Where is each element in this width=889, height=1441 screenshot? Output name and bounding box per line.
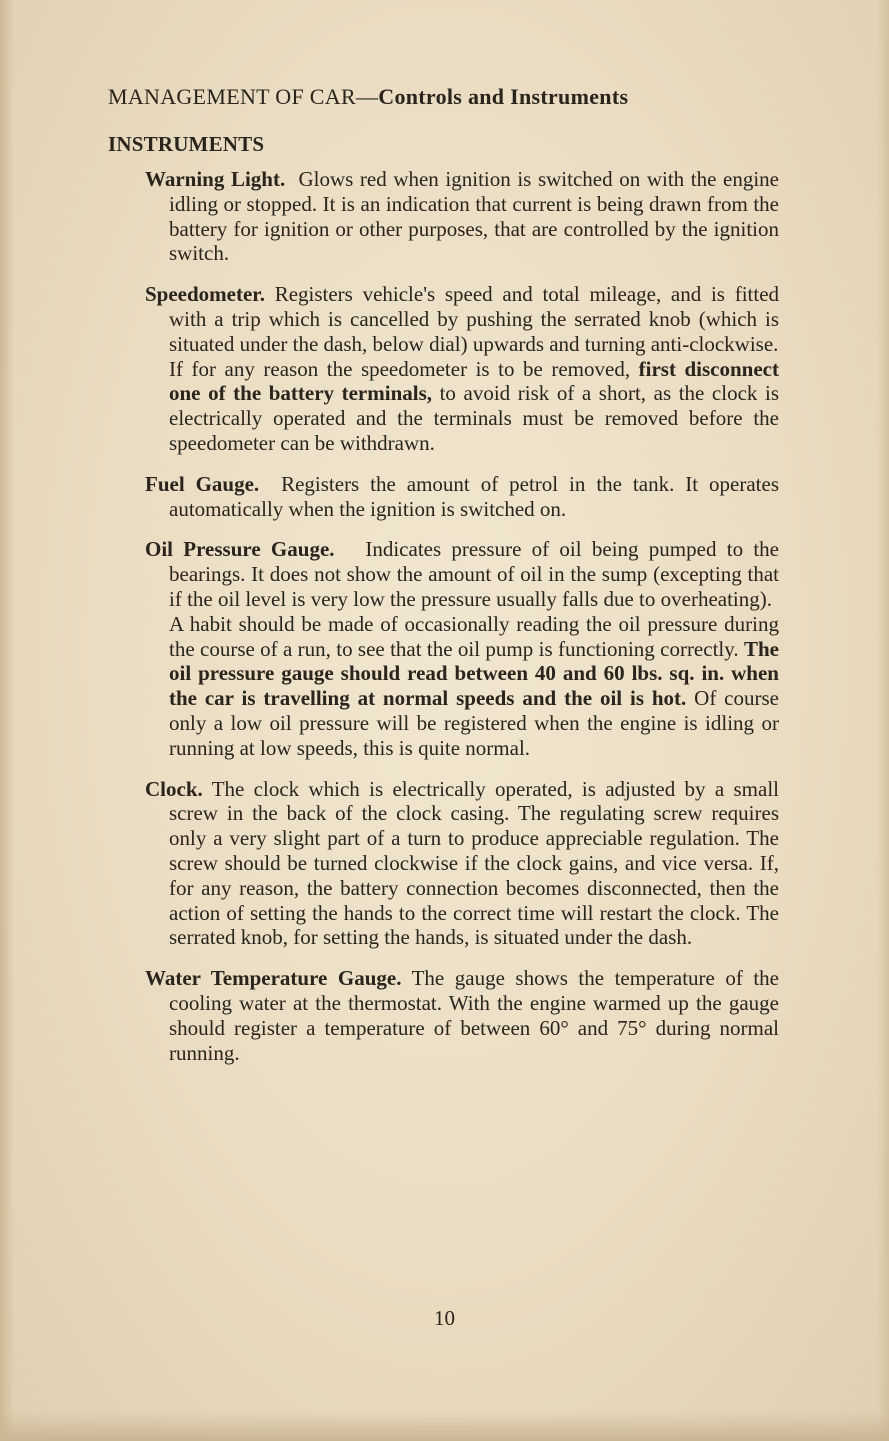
entry-paragraph (145, 966, 779, 1065)
entry-warning-text: The oil pressure gauge should read between 40 and 60 lbs. sq. in. when the car is travelling at normal speeds and the oil is hot. (169, 636, 779, 711)
entry-paragraph (145, 777, 779, 951)
entry-text: Registers vehicle's speed and total mileage, and is fitted with a trip which is cancelled by pushing the serrated knob (which is situated under the dash, below dial) upwards and turning anti-clockwise. (169, 282, 780, 356)
entry-text: The clock which is electrically operated, is adjusted by a small screw in the back of the clock casing. The regulating screw requires only a very slight part of a turn to produce appreciable regulation. The screw should be turned clockwise if the clock gains, and vice versa. If, for any reason, the battery connection becomes disconnected, then the action of setting the hands to the correct time will restart the clock. The serrated knob, for setting the hands, is situated under the dash. (169, 776, 779, 950)
entry-term: Water Temperature Gauge. (145, 966, 402, 991)
page-shadow-right (877, 0, 889, 1441)
entry-continuation (145, 357, 779, 456)
page-shadow-left (0, 0, 14, 1441)
running-header (108, 84, 788, 110)
entry-oil-pressure-gauge (145, 537, 779, 760)
entry-text: Glows red when ignition is switched on with the engine idling or stopped. It is an indication that current is being drawn from the battery for ignition or other purposes, that are controlled by the ignition switch. (169, 167, 779, 266)
entry-cont-text: If for any reason the speedometer is to be removed, (169, 356, 639, 381)
entry-water-temperature-gauge (145, 966, 779, 1065)
entry-cont-text: Of course only a low oil pressure will be registered when the engine is idling or running at low speeds, this is quite normal. (169, 686, 779, 760)
entry-term: Speedometer. (145, 282, 265, 307)
entry-clock (145, 777, 779, 951)
entry-continuation (145, 612, 779, 761)
entry-text: Registers the amount of petrol in the tank. It operates automatically when the ignition is switched on. (169, 471, 780, 521)
header-topic: Controls and Instruments (378, 84, 629, 109)
entry-cont-text: to avoid risk of a short, as the clock is electrically operated and the terminals must be removed before the speedometer can be withdrawn. (169, 381, 779, 455)
entry-paragraph (145, 472, 779, 522)
page-number: 10 (434, 1306, 455, 1330)
entry-cont-text: A habit should be made of occasionally reading the oil pressure during the course of a run, to see that the oil pump is functioning correctly. (169, 611, 779, 661)
entry-term: Fuel Gauge. (145, 471, 260, 496)
entry-warning-light (145, 167, 779, 266)
entry-speedometer (145, 282, 779, 456)
entry-text: Indicates pressure of oil being pumped to the bearings. It does not show the amount of oil in the sump (excepting that if the oil level is very low the pressure usually falls due to overheating). (169, 537, 779, 611)
entry-warning-text: first disconnect one of the battery terminals, (169, 356, 779, 406)
header-chapter: MANAGEMENT OF CAR— (108, 84, 379, 109)
page-shadow-bottom (0, 1411, 889, 1441)
instrument-entries (145, 167, 779, 1081)
entry-text: The gauge shows the temperature of the cooling water at the thermostat. With the engine warmed up the gauge should register a temperature of between 60° and 75° during normal running. (169, 966, 779, 1065)
entry-paragraph (145, 537, 779, 611)
entry-paragraph (145, 282, 779, 356)
entry-term: Oil Pressure Gauge. (145, 537, 335, 562)
entry-fuel-gauge (145, 472, 779, 522)
entry-term: Clock. (145, 776, 203, 801)
section-title: INSTRUMENTS (108, 132, 265, 156)
entry-term: Warning Light. (145, 167, 286, 191)
entry-paragraph (145, 167, 779, 266)
